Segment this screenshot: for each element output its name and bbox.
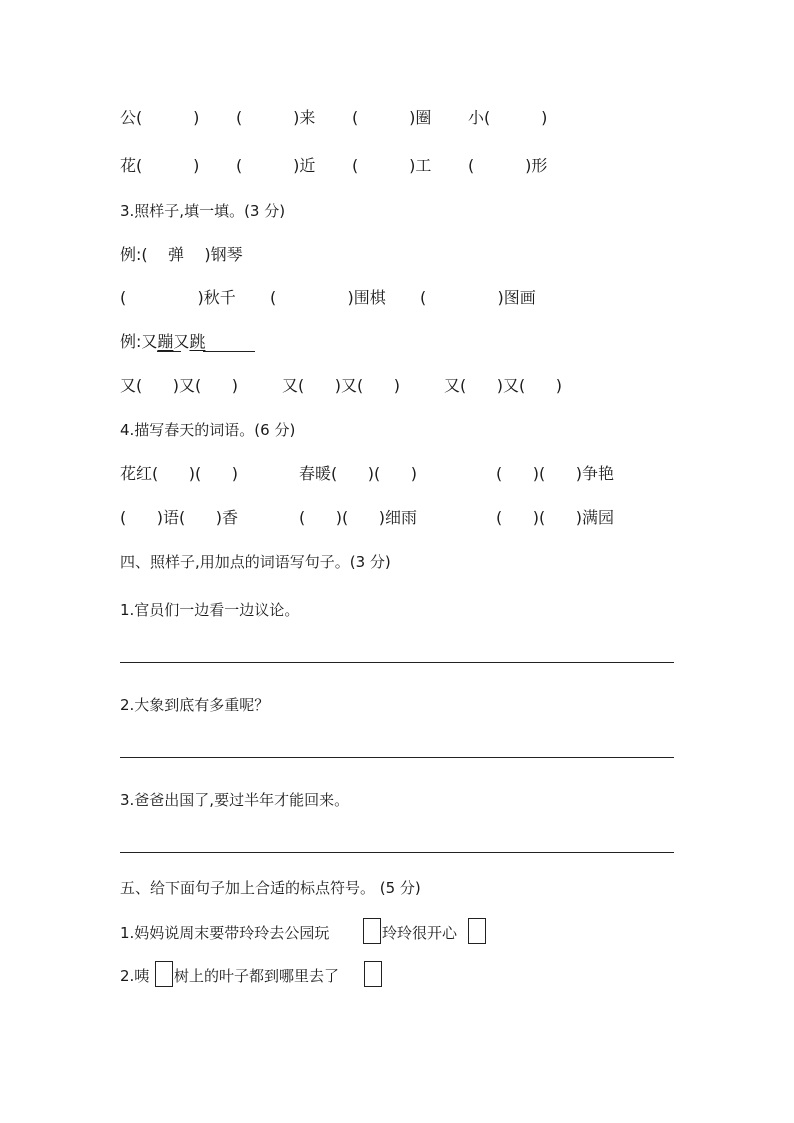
- q3-example-1: 例:( 弹 )钢琴: [120, 245, 243, 264]
- section-4-item-3: 3.爸爸出国了,要过半年才能回来。: [120, 791, 350, 809]
- punct-box-2[interactable]: [468, 918, 486, 944]
- q4-blank-1: 花红( )( ): [120, 464, 239, 483]
- q3-example-2-underline-2: [203, 351, 255, 352]
- q3-blank-2: ( )围棋: [270, 288, 386, 307]
- q3-example-2-mid: 又: [173, 332, 190, 351]
- punct-box-4[interactable]: [364, 961, 382, 987]
- punct-sentence-1b: 玲玲很开心: [382, 924, 458, 942]
- word-blank-7: ( )工: [352, 156, 432, 175]
- section-5-title: 五、给下面句子加上合适的标点符号。 (5 分): [120, 879, 421, 897]
- word-blank-4: 小( ): [468, 108, 548, 127]
- q3-title: 3.照样子,填一填。(3 分): [120, 202, 286, 220]
- q3-example-2-word-2: 跳: [189, 332, 206, 351]
- punct-sentence-2b: 树上的叶子都到哪里去了: [174, 967, 340, 985]
- answer-line-3: [120, 852, 674, 853]
- answer-line-2: [120, 757, 674, 758]
- q4-blank-2: 春暖( )( ): [299, 464, 418, 483]
- q4-blank-3: ( )( )争艳: [496, 464, 615, 483]
- section-4-item-2: 2.大象到底有多重呢？: [120, 696, 270, 714]
- word-blank-2: ( )来: [236, 108, 316, 127]
- q3-blank-5: 又( )又( ): [282, 376, 401, 395]
- q4-blank-5: ( )( )细雨: [299, 508, 418, 527]
- q3-blank-1: ( )秋千: [120, 288, 236, 307]
- q4-blank-6: ( )( )满园: [496, 508, 615, 527]
- section-4-title: 四、照样子,用加点的词语写句子。(3 分): [120, 553, 391, 571]
- word-blank-1: 公( ): [120, 108, 200, 127]
- q4-blank-4: ( )语( )香: [120, 508, 239, 527]
- word-blank-5: 花( ): [120, 156, 200, 175]
- q3-example-2-prefix: 例:又: [120, 332, 158, 351]
- q3-blank-6: 又( )又( ): [444, 376, 563, 395]
- q3-blank-3: ( )图画: [420, 288, 536, 307]
- q3-example-2: [120, 332, 205, 352]
- word-blank-3: ( )圈: [352, 108, 432, 127]
- punct-sentence-2a: 2.咦: [120, 967, 150, 985]
- word-blank-8: ( )形: [468, 156, 548, 175]
- word-blank-6: ( )近: [236, 156, 316, 175]
- q3-example-2-underline-1: [157, 351, 181, 352]
- section-4-item-1: 1.官员们一边看一边议论。: [120, 601, 300, 619]
- punct-sentence-1a: 1.妈妈说周末要带玲玲去公园玩: [120, 924, 330, 942]
- punct-box-1[interactable]: [363, 918, 381, 944]
- answer-line-1: [120, 662, 674, 663]
- q4-title: 4.描写春天的词语。(6 分): [120, 421, 296, 439]
- q3-blank-4: 又( )又( ): [120, 376, 239, 395]
- punct-box-3[interactable]: [155, 961, 173, 987]
- q3-example-2-word-1: 蹦: [157, 332, 174, 351]
